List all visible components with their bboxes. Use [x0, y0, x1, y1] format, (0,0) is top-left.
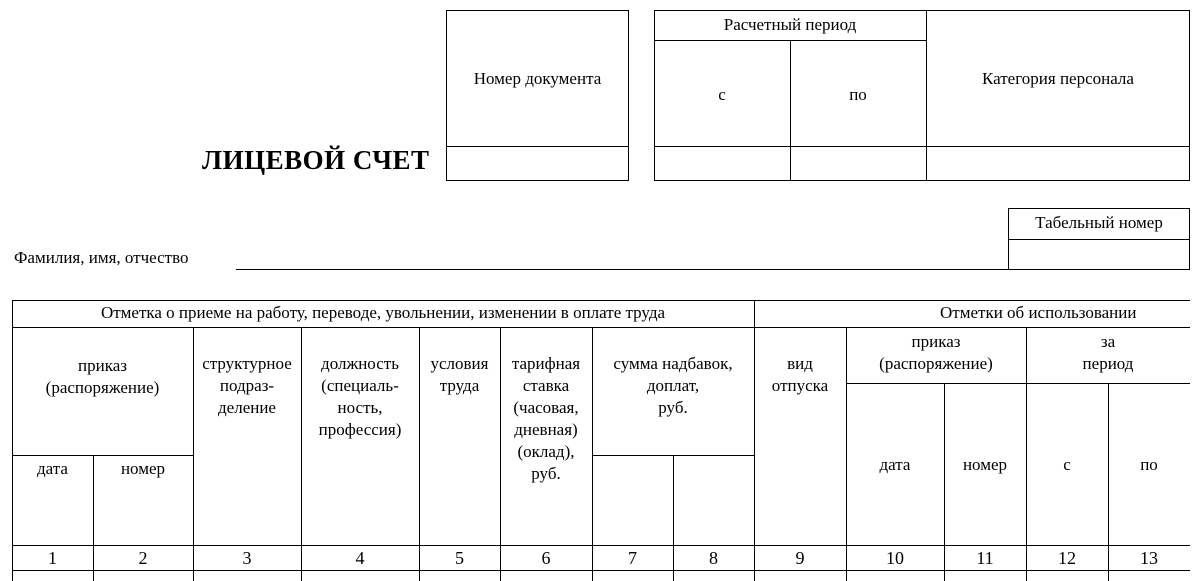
table-group-header-divider: [12, 327, 1190, 328]
staff-category-label: Категория персонала: [982, 69, 1134, 88]
for-period-header: за период: [1082, 332, 1134, 373]
column-number: 12: [1058, 548, 1076, 568]
vacation-type-header: вид отпуска: [771, 354, 829, 395]
structural-unit-header: структурное подраз- деление: [202, 354, 292, 417]
column-number: 13: [1140, 548, 1158, 568]
date-header: дата: [37, 459, 68, 478]
period-category-separator: [926, 10, 927, 181]
column-number: 10: [886, 548, 904, 568]
position-header: должность (специаль- ность, профессия): [318, 354, 402, 439]
fio-label: Фамилия, имя, отчество: [14, 248, 189, 267]
fio-input-line[interactable]: [236, 247, 1008, 270]
tab-number-divider: [1008, 239, 1190, 240]
period-to-label: по: [849, 85, 867, 104]
staff-category-value-cell[interactable]: [928, 148, 1188, 179]
left-group-header: Отметка о приеме на работу, переводе, увольнении, изменении в оплате труда: [100, 303, 666, 322]
column-number: 7: [628, 548, 637, 568]
table-numbers-bottom: [12, 570, 1190, 571]
period-from-to-separator: [790, 40, 791, 181]
column-number: 1: [48, 548, 57, 568]
table-left-border: [12, 300, 13, 581]
period-value-divider: [654, 146, 1190, 147]
work-conditions-header: условия труда: [430, 354, 489, 395]
allowances-header: сумма надбавок, доплат, руб.: [613, 354, 733, 417]
vac-number-header: номер: [962, 455, 1008, 474]
table-numbers-top: [12, 545, 1190, 546]
column-number: 3: [242, 548, 252, 568]
column-number: 11: [976, 548, 994, 568]
number-header: номер: [120, 459, 166, 478]
period-from-col-header: с: [1063, 455, 1071, 474]
tab-number-label: Табельный номер: [1035, 213, 1163, 232]
period-to-col-header: по: [1140, 455, 1158, 474]
column-number: 4: [355, 548, 365, 568]
period-from-value-cell[interactable]: [656, 148, 788, 179]
column-number: 5: [455, 548, 464, 568]
right-group-header: Отметки об использовании: [940, 303, 1137, 322]
tab-number-value-cell[interactable]: [1010, 241, 1188, 268]
doc-number-divider: [446, 146, 629, 147]
order-header: приказ (распоряжение): [45, 356, 160, 397]
period-from-label: с: [718, 85, 726, 104]
table-vacorder-divider: [846, 383, 1190, 384]
tariff-header: тарифная ставка (часовая, дневная) (оклад), руб.: [511, 354, 581, 483]
column-number: 8: [709, 548, 718, 568]
document-title: ЛИЦЕВОЙ СЧЕТ: [202, 145, 430, 175]
period-label: Расчетный период: [723, 15, 857, 34]
col-sep-8-9: [754, 300, 755, 581]
vac-order-header: приказ (распоряжение): [879, 332, 993, 373]
doc-number-value-cell[interactable]: [448, 148, 627, 179]
table-top-border: [12, 300, 1190, 301]
column-number: 6: [541, 548, 551, 568]
vac-date-header: дата: [879, 455, 911, 474]
column-number: 9: [795, 548, 805, 568]
doc-number-label: Номер документа: [473, 69, 602, 88]
period-to-value-cell[interactable]: [792, 148, 924, 179]
column-number: 2: [138, 548, 148, 568]
table-order-divider: [12, 455, 193, 456]
